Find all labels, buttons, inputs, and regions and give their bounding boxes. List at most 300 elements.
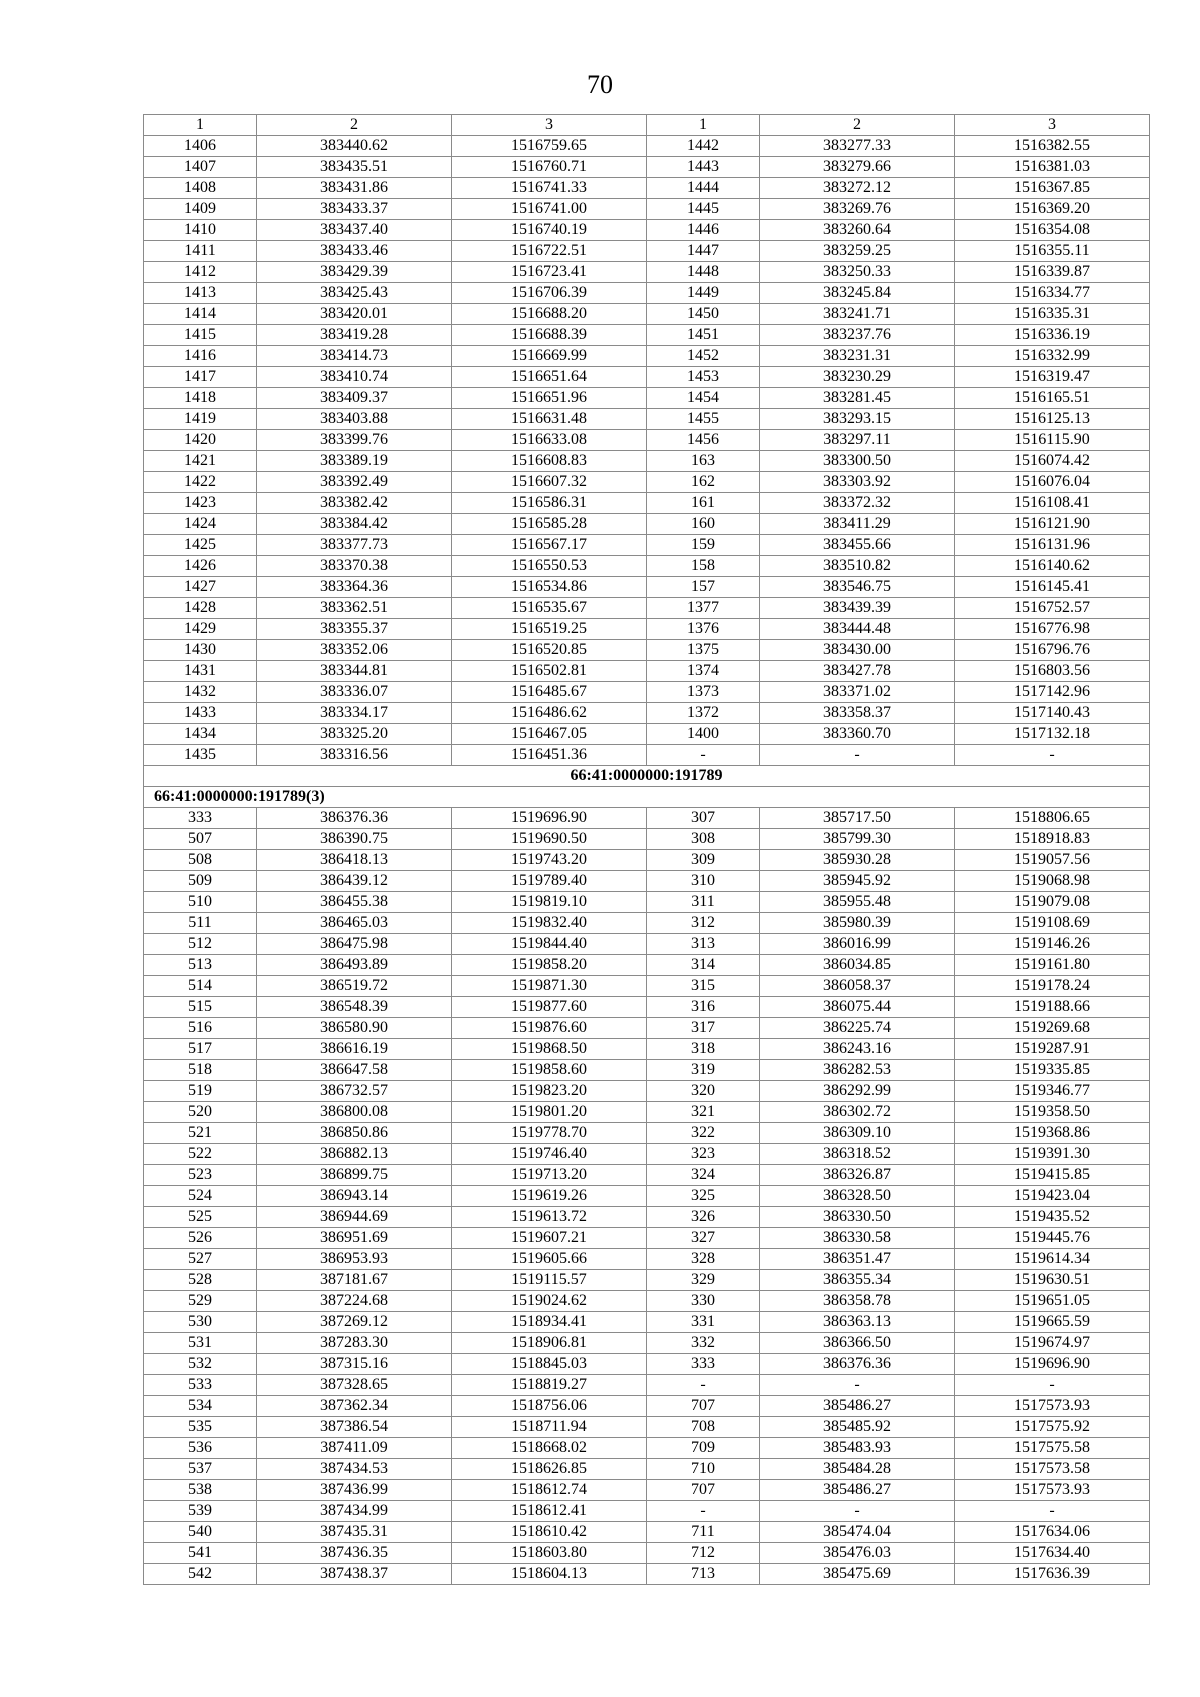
table-cell: 1423: [144, 493, 257, 514]
table-row: [144, 1018, 1150, 1039]
table-cell: 1447: [647, 241, 760, 262]
table-cell: 383439.39: [760, 598, 955, 619]
table-cell: 1518845.03: [452, 1354, 647, 1375]
table-cell: 518: [144, 1060, 257, 1081]
table-cell: 386016.99: [760, 934, 955, 955]
table-cell: 387436.99: [257, 1480, 452, 1501]
table-cell: 1519690.50: [452, 829, 647, 850]
table-row: [144, 1186, 1150, 1207]
table-cell: 1519746.40: [452, 1144, 647, 1165]
table-cell: 1517573.93: [955, 1396, 1150, 1417]
table-cell: 386355.34: [760, 1270, 955, 1291]
table-cell: 536: [144, 1438, 257, 1459]
table-cell: 383419.28: [257, 325, 452, 346]
table-cell: 386850.86: [257, 1123, 452, 1144]
table-cell: 386465.03: [257, 913, 452, 934]
table-cell: 513: [144, 955, 257, 976]
header-cell: 3: [452, 115, 647, 136]
table-cell: 1516741.00: [452, 199, 647, 220]
table-cell: 1408: [144, 178, 257, 199]
table-cell: 1517140.43: [955, 703, 1150, 724]
table-cell: 1519876.60: [452, 1018, 647, 1039]
table-row: [144, 871, 1150, 892]
table-cell: 386058.37: [760, 976, 955, 997]
table-cell: 386647.58: [257, 1060, 452, 1081]
table-cell: 1519605.66: [452, 1249, 647, 1270]
table-cell: 530: [144, 1312, 257, 1333]
table-cell: 1519613.72: [452, 1207, 647, 1228]
table-cell: 1519743.20: [452, 850, 647, 871]
table-cell: 319: [647, 1060, 760, 1081]
table-cell: 386580.90: [257, 1018, 452, 1039]
table-cell: 531: [144, 1333, 257, 1354]
table-cell: 383237.76: [760, 325, 955, 346]
table-cell: 1516332.99: [955, 346, 1150, 367]
table-cell: 383546.75: [760, 577, 955, 598]
table-cell: 330: [647, 1291, 760, 1312]
table-cell: 383250.33: [760, 262, 955, 283]
table-cell: 383427.78: [760, 661, 955, 682]
table-row: [144, 472, 1150, 493]
table-cell: 1376: [647, 619, 760, 640]
table-cell: 385484.28: [760, 1459, 955, 1480]
table-cell: 1516752.57: [955, 598, 1150, 619]
table-row: [144, 241, 1150, 262]
table-cell: 1516741.33: [452, 178, 647, 199]
table-cell: 1519844.40: [452, 934, 647, 955]
section-title: 66:41:0000000:191789: [144, 766, 1150, 787]
table-cell: 320: [647, 1081, 760, 1102]
table-row: [144, 955, 1150, 976]
table-cell: 1428: [144, 598, 257, 619]
table-cell: 386330.58: [760, 1228, 955, 1249]
table-cell: 383382.42: [257, 493, 452, 514]
table-cell: 383259.25: [760, 241, 955, 262]
table-cell: 1517575.92: [955, 1417, 1150, 1438]
table-row: [144, 577, 1150, 598]
table-cell: 383297.11: [760, 430, 955, 451]
table-cell: 386328.50: [760, 1186, 955, 1207]
table-cell: 707: [647, 1396, 760, 1417]
table-cell: 1518626.85: [452, 1459, 647, 1480]
table-cell: 1516651.96: [452, 388, 647, 409]
table-cell: 510: [144, 892, 257, 913]
table-row: [144, 913, 1150, 934]
table-cell: 1516382.55: [955, 136, 1150, 157]
table-cell: 1414: [144, 304, 257, 325]
table-cell: 1516355.11: [955, 241, 1150, 262]
table-row: [144, 598, 1150, 619]
table-cell: 383414.73: [257, 346, 452, 367]
table-cell: 539: [144, 1501, 257, 1522]
table-cell: 1518610.42: [452, 1522, 647, 1543]
table-cell: 331: [647, 1312, 760, 1333]
table-row: [144, 1249, 1150, 1270]
table-row: [144, 1543, 1150, 1564]
table-cell: 386548.39: [257, 997, 452, 1018]
table-cell: 386034.85: [760, 955, 955, 976]
table-cell: 507: [144, 829, 257, 850]
table-cell: 383429.39: [257, 262, 452, 283]
table-cell: 383272.12: [760, 178, 955, 199]
table-cell: 1516115.90: [955, 430, 1150, 451]
table-cell: 386944.69: [257, 1207, 452, 1228]
table-row: [144, 367, 1150, 388]
table-row: [144, 409, 1150, 430]
table-header-row: [144, 115, 1150, 136]
table-cell: 328: [647, 1249, 760, 1270]
table-cell: 387181.67: [257, 1270, 452, 1291]
table-row: [144, 682, 1150, 703]
table-cell: 324: [647, 1165, 760, 1186]
table-cell: 1516319.47: [955, 367, 1150, 388]
table-cell: 387224.68: [257, 1291, 452, 1312]
table-cell: -: [760, 745, 955, 766]
table-cell: 386330.50: [760, 1207, 955, 1228]
table-cell: 1519358.50: [955, 1102, 1150, 1123]
table-cell: 383303.92: [760, 472, 955, 493]
table-cell: 1516108.41: [955, 493, 1150, 514]
table-cell: 1519871.30: [452, 976, 647, 997]
table-cell: 1516776.98: [955, 619, 1150, 640]
table-cell: 1442: [647, 136, 760, 157]
table-cell: 385474.04: [760, 1522, 955, 1543]
table-cell: 387436.35: [257, 1543, 452, 1564]
header-cell: 1: [647, 115, 760, 136]
table-cell: 508: [144, 850, 257, 871]
table-cell: 310: [647, 871, 760, 892]
table-row: [144, 178, 1150, 199]
table-cell: 1519858.20: [452, 955, 647, 976]
table-cell: 386363.13: [760, 1312, 955, 1333]
table-cell: 1519696.90: [452, 808, 647, 829]
table-cell: 1517573.93: [955, 1480, 1150, 1501]
table-cell: 529: [144, 1291, 257, 1312]
table-cell: 383403.88: [257, 409, 452, 430]
table-cell: 323: [647, 1144, 760, 1165]
table-cell: 1400: [647, 724, 760, 745]
table-cell: 1448: [647, 262, 760, 283]
table-cell: 712: [647, 1543, 760, 1564]
table-row: [144, 1480, 1150, 1501]
table-cell: 383364.36: [257, 577, 452, 598]
table-cell: 321: [647, 1102, 760, 1123]
table-cell: 386953.93: [257, 1249, 452, 1270]
table-cell: 383433.37: [257, 199, 452, 220]
table-row: [144, 304, 1150, 325]
table-cell: 1519188.66: [955, 997, 1150, 1018]
table-cell: 386455.38: [257, 892, 452, 913]
table-cell: 383325.20: [257, 724, 452, 745]
table-cell: 1519823.20: [452, 1081, 647, 1102]
table-row: [144, 514, 1150, 535]
table-cell: 1518668.02: [452, 1438, 647, 1459]
table-cell: 1519287.91: [955, 1039, 1150, 1060]
table-cell: 383371.02: [760, 682, 955, 703]
table-cell: 1519115.57: [452, 1270, 647, 1291]
table-cell: 1516688.39: [452, 325, 647, 346]
table-cell: 1519665.59: [955, 1312, 1150, 1333]
table-row: [144, 493, 1150, 514]
table-cell: 383334.17: [257, 703, 452, 724]
table-cell: 383230.29: [760, 367, 955, 388]
table-cell: 329: [647, 1270, 760, 1291]
table-cell: 511: [144, 913, 257, 934]
table-cell: 317: [647, 1018, 760, 1039]
table-cell: 1412: [144, 262, 257, 283]
table-row: [144, 829, 1150, 850]
table-cell: 512: [144, 934, 257, 955]
table-cell: 527: [144, 1249, 257, 1270]
table-cell: 1517573.58: [955, 1459, 1150, 1480]
table-cell: 711: [647, 1522, 760, 1543]
table-cell: 1450: [647, 304, 760, 325]
table-cell: 387269.12: [257, 1312, 452, 1333]
table-cell: -: [955, 745, 1150, 766]
table-cell: 385930.28: [760, 850, 955, 871]
table-cell: 326: [647, 1207, 760, 1228]
table-cell: 383277.33: [760, 136, 955, 157]
table-cell: 1434: [144, 724, 257, 745]
table-cell: 1516519.25: [452, 619, 647, 640]
table-cell: 1518806.65: [955, 808, 1150, 829]
table-cell: 1519079.08: [955, 892, 1150, 913]
table-cell: 1422: [144, 472, 257, 493]
table-cell: 1426: [144, 556, 257, 577]
table-row: [144, 1144, 1150, 1165]
table-cell: 386899.75: [257, 1165, 452, 1186]
table-row: [144, 1312, 1150, 1333]
table-cell: 163: [647, 451, 760, 472]
table-cell: 383358.37: [760, 703, 955, 724]
table-cell: 1519832.40: [452, 913, 647, 934]
table-cell: 1519674.97: [955, 1333, 1150, 1354]
table-row: [144, 535, 1150, 556]
table-cell: 1519619.26: [452, 1186, 647, 1207]
table-cell: 1417: [144, 367, 257, 388]
table-cell: 523: [144, 1165, 257, 1186]
table-row: [144, 808, 1150, 829]
table-cell: 327: [647, 1228, 760, 1249]
table-cell: 386309.10: [760, 1123, 955, 1144]
table-cell: 308: [647, 829, 760, 850]
table-cell: -: [647, 745, 760, 766]
table-cell: -: [955, 1501, 1150, 1522]
table-cell: 1517142.96: [955, 682, 1150, 703]
table-cell: 386493.89: [257, 955, 452, 976]
table-row: [144, 283, 1150, 304]
table-cell: 383241.71: [760, 304, 955, 325]
table-cell: 383245.84: [760, 283, 955, 304]
table-cell: 1516760.71: [452, 157, 647, 178]
table-cell: 1407: [144, 157, 257, 178]
table-cell: 383362.51: [257, 598, 452, 619]
table-cell: 1455: [647, 409, 760, 430]
table-cell: 1519108.69: [955, 913, 1150, 934]
table-cell: 1516467.05: [452, 724, 647, 745]
header-cell: 3: [955, 115, 1150, 136]
table-cell: 383355.37: [257, 619, 452, 640]
table-row: [144, 136, 1150, 157]
table-row: [144, 1207, 1150, 1228]
table-cell: 1519335.85: [955, 1060, 1150, 1081]
table-cell: 386951.69: [257, 1228, 452, 1249]
table-cell: 387315.16: [257, 1354, 452, 1375]
table-cell: 1454: [647, 388, 760, 409]
header-cell: 2: [257, 115, 452, 136]
table-cell: 1519819.10: [452, 892, 647, 913]
table-cell: 1419: [144, 409, 257, 430]
table-cell: 386075.44: [760, 997, 955, 1018]
table-cell: 386390.75: [257, 829, 452, 850]
table-cell: 383293.15: [760, 409, 955, 430]
table-cell: 383455.66: [760, 535, 955, 556]
table-cell: 1519391.30: [955, 1144, 1150, 1165]
table-cell: 318: [647, 1039, 760, 1060]
table-cell: 1516121.90: [955, 514, 1150, 535]
table-cell: 1429: [144, 619, 257, 640]
table-cell: 1418: [144, 388, 257, 409]
table-cell: 1451: [647, 325, 760, 346]
table-cell: 1519778.70: [452, 1123, 647, 1144]
table-cell: 162: [647, 472, 760, 493]
table-row: [144, 556, 1150, 577]
table-cell: 1456: [647, 430, 760, 451]
table-cell: 1516631.48: [452, 409, 647, 430]
table-cell: 1519161.80: [955, 955, 1150, 976]
table-cell: 1432: [144, 682, 257, 703]
table-cell: 1516796.76: [955, 640, 1150, 661]
table-cell: 333: [647, 1354, 760, 1375]
table-cell: 386439.12: [257, 871, 452, 892]
table-cell: 1516125.13: [955, 409, 1150, 430]
table-cell: 1519269.68: [955, 1018, 1150, 1039]
table-cell: 1519607.21: [452, 1228, 647, 1249]
table-row: [144, 388, 1150, 409]
table-cell: 309: [647, 850, 760, 871]
table-cell: 1519868.50: [452, 1039, 647, 1060]
section-title-row: [144, 766, 1150, 787]
table-row: [144, 997, 1150, 1018]
table-row: [144, 1333, 1150, 1354]
table-cell: 385945.92: [760, 871, 955, 892]
table-row: [144, 157, 1150, 178]
table-cell: 386302.72: [760, 1102, 955, 1123]
table-cell: 1516165.51: [955, 388, 1150, 409]
table-cell: 1406: [144, 136, 257, 157]
table-cell: 1516803.56: [955, 661, 1150, 682]
table-cell: 709: [647, 1438, 760, 1459]
table-cell: 1431: [144, 661, 257, 682]
table-cell: 383411.29: [760, 514, 955, 535]
table-cell: 516: [144, 1018, 257, 1039]
table-cell: 387434.99: [257, 1501, 452, 1522]
table-cell: 385485.92: [760, 1417, 955, 1438]
table-cell: 383444.48: [760, 619, 955, 640]
table-row: [144, 1102, 1150, 1123]
table-cell: 383344.81: [257, 661, 452, 682]
table-cell: 386616.19: [257, 1039, 452, 1060]
table-row: [144, 1375, 1150, 1396]
table-cell: 157: [647, 577, 760, 598]
table-row: [144, 346, 1150, 367]
table-cell: 386292.99: [760, 1081, 955, 1102]
table-cell: 1374: [647, 661, 760, 682]
table-cell: 383231.31: [760, 346, 955, 367]
table-cell: 1518604.13: [452, 1564, 647, 1585]
table-cell: 1443: [647, 157, 760, 178]
table-cell: 1516651.64: [452, 367, 647, 388]
table-cell: 159: [647, 535, 760, 556]
table-cell: -: [760, 1501, 955, 1522]
table-cell: 537: [144, 1459, 257, 1480]
table-cell: 383372.32: [760, 493, 955, 514]
table-cell: 1518819.27: [452, 1375, 647, 1396]
table-cell: 1516535.67: [452, 598, 647, 619]
table-cell: 385799.30: [760, 829, 955, 850]
table-cell: 383279.66: [760, 157, 955, 178]
table-cell: 386225.74: [760, 1018, 955, 1039]
table-cell: 1518906.81: [452, 1333, 647, 1354]
table-cell: 387283.30: [257, 1333, 452, 1354]
table-cell: 540: [144, 1522, 257, 1543]
table-cell: 316: [647, 997, 760, 1018]
table-cell: 315: [647, 976, 760, 997]
table-cell: 520: [144, 1102, 257, 1123]
table-cell: 383409.37: [257, 388, 452, 409]
table-cell: 383389.19: [257, 451, 452, 472]
table-cell: 387328.65: [257, 1375, 452, 1396]
table-cell: 386376.36: [257, 808, 452, 829]
table-cell: 713: [647, 1564, 760, 1585]
table-cell: 1519024.62: [452, 1291, 647, 1312]
table-cell: -: [955, 1375, 1150, 1396]
table-cell: 386732.57: [257, 1081, 452, 1102]
subsection-title: 66:41:0000000:191789(3): [144, 787, 1150, 808]
table-cell: 1516633.08: [452, 430, 647, 451]
table-cell: 1519630.51: [955, 1270, 1150, 1291]
coordinates-table-body: [144, 115, 1150, 1585]
table-cell: 1435: [144, 745, 257, 766]
table-row: [144, 745, 1150, 766]
table-cell: 708: [647, 1417, 760, 1438]
table-cell: 528: [144, 1270, 257, 1291]
table-cell: 1452: [647, 346, 760, 367]
table-row: [144, 199, 1150, 220]
table-cell: 383399.76: [257, 430, 452, 451]
table-row: [144, 1123, 1150, 1144]
table-cell: 1516140.62: [955, 556, 1150, 577]
table-cell: 383316.56: [257, 745, 452, 766]
table-cell: 1415: [144, 325, 257, 346]
table-cell: 383440.62: [257, 136, 452, 157]
table-cell: 314: [647, 955, 760, 976]
table-cell: 1421: [144, 451, 257, 472]
table-cell: 535: [144, 1417, 257, 1438]
table-cell: 1516534.86: [452, 577, 647, 598]
table-cell: 517: [144, 1039, 257, 1060]
table-cell: 1425: [144, 535, 257, 556]
table-cell: 1445: [647, 199, 760, 220]
table-row: [144, 640, 1150, 661]
table-cell: 1516336.19: [955, 325, 1150, 346]
table-cell: 387434.53: [257, 1459, 452, 1480]
table-cell: 532: [144, 1354, 257, 1375]
table-cell: 1424: [144, 514, 257, 535]
table-cell: 1516567.17: [452, 535, 647, 556]
table-row: [144, 1291, 1150, 1312]
table-row: [144, 430, 1150, 451]
